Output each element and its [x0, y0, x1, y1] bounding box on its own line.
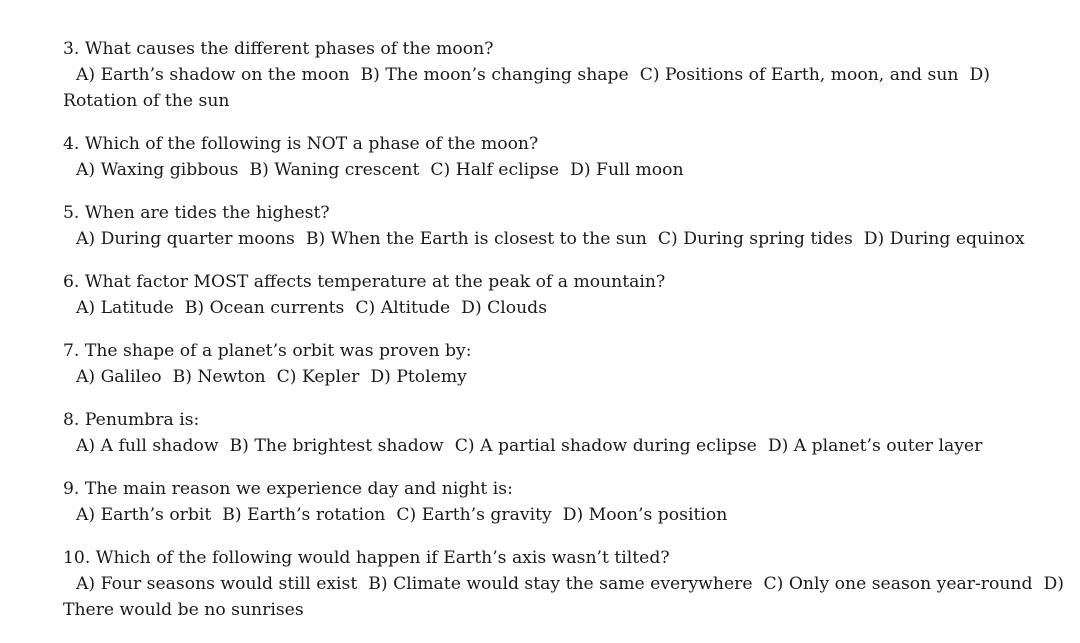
question-text: 8. Penumbra is: [63, 410, 200, 430]
question-4 [63, 131, 1020, 183]
option-a: A) During quarter moons [76, 229, 295, 249]
answer-options [63, 157, 1020, 183]
question-8 [63, 407, 1020, 459]
answer-options [63, 571, 1064, 623]
option-d: D) Moon’s position [562, 505, 728, 525]
option-c: C) Altitude [355, 298, 451, 318]
option-a: A) Earth’s orbit [76, 505, 212, 525]
option-a: A) A full shadow [76, 436, 219, 456]
answer-options [63, 433, 1020, 459]
option-b: B) Ocean currents [184, 298, 345, 318]
option-b: B) When the Earth is closest to the sun [305, 229, 647, 249]
question-9 [63, 476, 1020, 528]
question-7 [63, 338, 1020, 390]
question-text: 4. Which of the following is NOT a phase of the moon? [63, 134, 539, 154]
answer-options [63, 62, 1020, 114]
option-d: D) There would be no sunrises [63, 574, 1064, 620]
option-b: B) Earth’s rotation [222, 505, 386, 525]
option-a: A) Waxing gibbous [76, 160, 239, 180]
option-c: C) Half eclipse [430, 160, 560, 180]
answer-options [63, 295, 1020, 321]
question-5 [63, 200, 1025, 252]
option-c: C) A partial shadow during eclipse [454, 436, 757, 456]
option-b: B) Newton [172, 367, 266, 387]
question-text: 7. The shape of a planet’s orbit was proven by: [63, 341, 472, 361]
option-b: B) The moon’s changing shape [360, 65, 629, 85]
option-b: B) Climate would stay the same everywhere [368, 574, 753, 594]
option-c: C) Positions of Earth, moon, and sun [639, 65, 959, 85]
question-text: 9. The main reason we experience day and night is: [63, 479, 513, 499]
option-a: A) Four seasons would still exist [76, 574, 358, 594]
option-a: A) Galileo [76, 367, 162, 387]
question-text: 3. What causes the different phases of the moon? [63, 39, 494, 59]
answer-options [63, 502, 1020, 528]
question-10 [63, 545, 1064, 623]
question-text: 5. When are tides the highest? [63, 203, 330, 223]
option-d: D) Full moon [570, 160, 684, 180]
question-3 [63, 36, 1020, 114]
question-text: 10. Which of the following would happen if Earth’s axis wasn’t tilted? [63, 548, 670, 568]
option-a: A) Latitude [76, 298, 174, 318]
option-c: C) Kepler [276, 367, 360, 387]
answer-options [63, 364, 1020, 390]
question-6 [63, 269, 1020, 321]
option-c: C) During spring tides [657, 229, 853, 249]
option-d: D) Clouds [461, 298, 548, 318]
option-b: B) The brightest shadow [229, 436, 444, 456]
option-c: C) Earth’s gravity [396, 505, 552, 525]
option-d: D) A planet’s outer layer [767, 436, 983, 456]
option-d: D) Rotation of the sun [63, 65, 990, 111]
option-a: A) Earth’s shadow on the moon [76, 65, 350, 85]
option-b: B) Waning crescent [249, 160, 420, 180]
option-d: D) Ptolemy [370, 367, 467, 387]
option-d: D) During equinox [863, 229, 1025, 249]
option-c: C) Only one season year-round [763, 574, 1033, 594]
question-text: 6. What factor MOST affects temperature at the peak of a mountain? [63, 272, 666, 292]
answer-options [63, 226, 1025, 252]
